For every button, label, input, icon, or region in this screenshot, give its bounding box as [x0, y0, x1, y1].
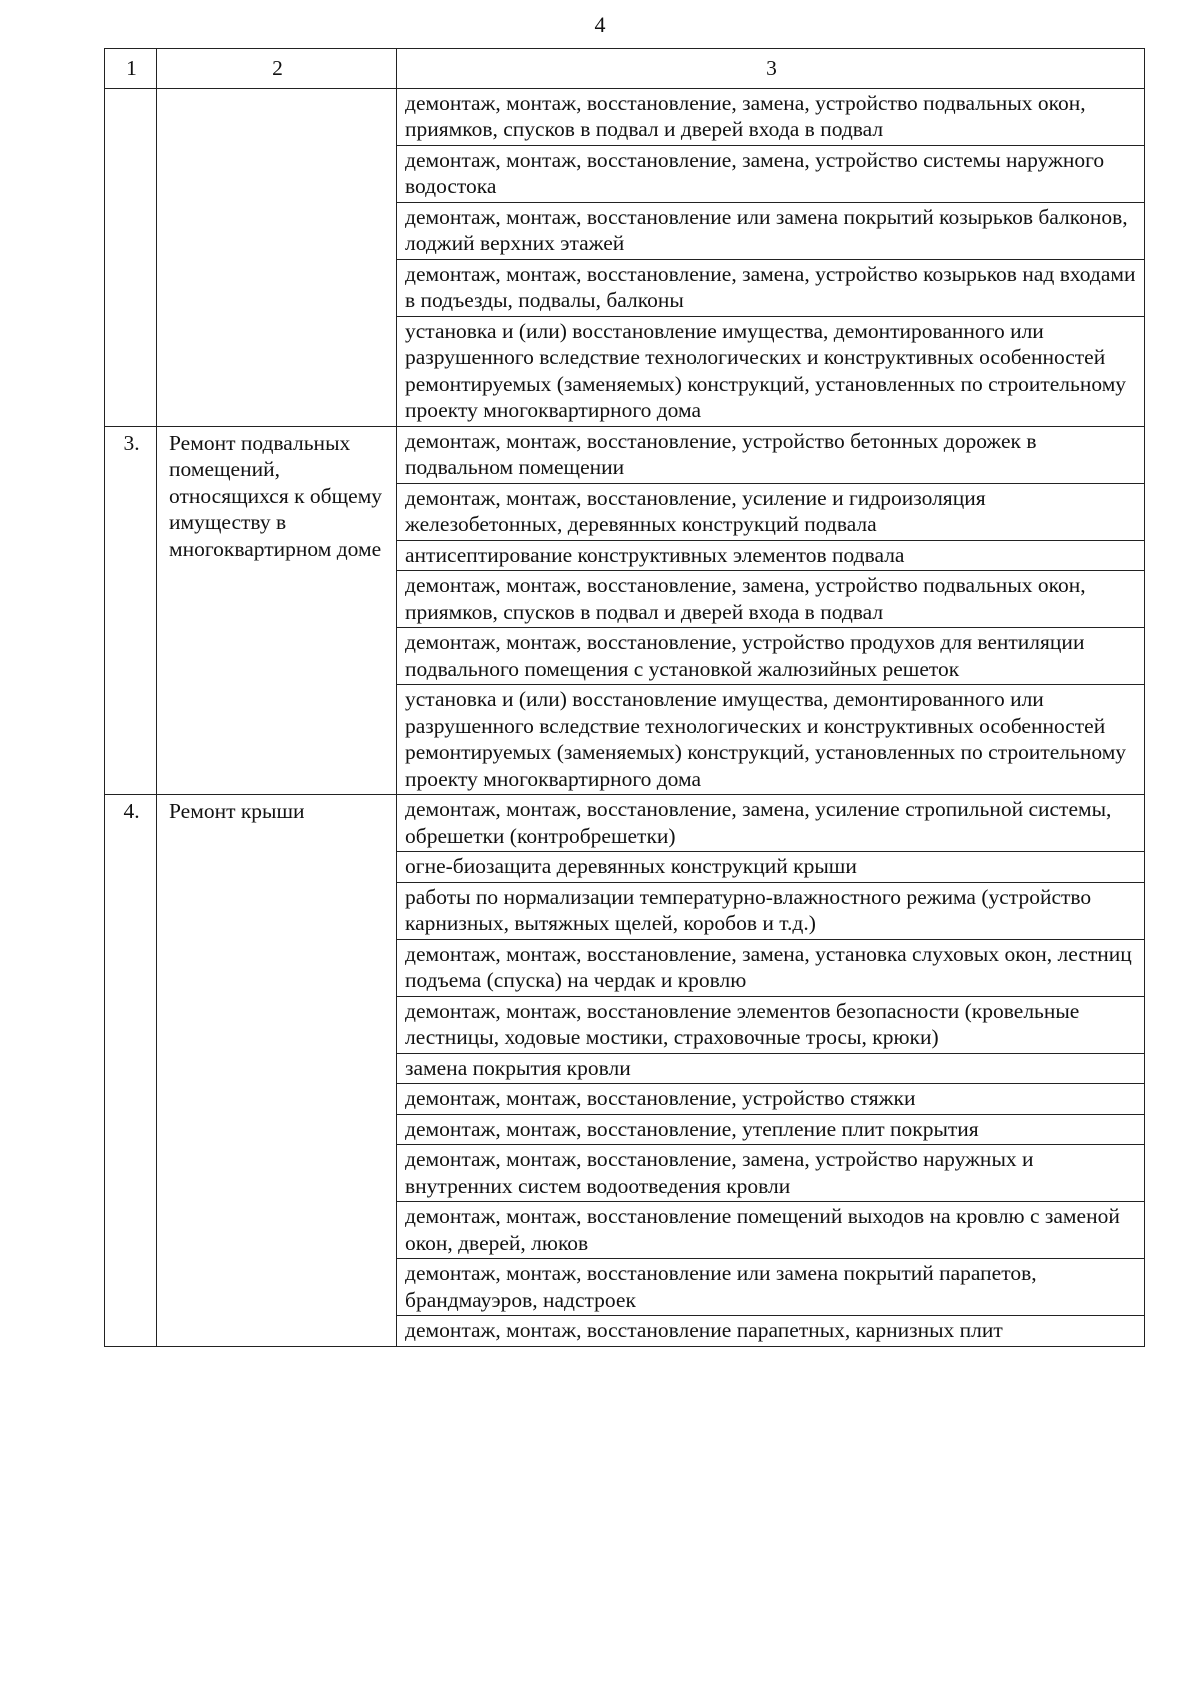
section-name-cell: [157, 88, 397, 426]
work-item: установка и (или) восстановление имущества, демонтированного или разрушенного вследствие технологических и конструктивных особенностей ремонтируемых (заменяемых) конструкций, установленных по строительному проекту многоквартирного дома: [397, 316, 1145, 426]
work-item: демонтаж, монтаж, восстановление, устройство бетонных дорожек в подвальном помещении: [397, 426, 1145, 483]
work-item: установка и (или) восстановление имущества, демонтированного или разрушенного вследствие технологических и конструктивных особенностей ремонтируемых (заменяемых) конструкций, установленных по строительному проекту многоквартирного дома: [397, 685, 1145, 795]
work-item: демонтаж, монтаж, восстановление, усиление и гидроизоляция железобетонных, деревянных конструкций подвала: [397, 483, 1145, 540]
work-item: демонтаж, монтаж, восстановление, замена, устройство подвальных окон, приямков, спусков в подвал и дверей входа в подвал: [397, 88, 1145, 145]
work-item: демонтаж, монтаж, восстановление, замена, усиление стропильной системы, обрешетки (контробрешетки): [397, 795, 1145, 852]
section-name-cell: Ремонт подвальных помещений, относящихся к общему имуществу в многоквартирном доме: [157, 426, 397, 795]
work-item: демонтаж, монтаж, восстановление, замена, устройство наружных и внутренних систем водоотведения кровли: [397, 1145, 1145, 1202]
table-body: [105, 88, 1145, 1346]
work-item: демонтаж, монтаж, восстановление, устройство продухов для вентиляции подвального помещения с установкой жалюзийных решеток: [397, 628, 1145, 685]
table-header-row: [105, 49, 1145, 89]
work-item: демонтаж, монтаж, восстановление, замена, устройство козырьков над входами в подъезды, подвалы, балконы: [397, 259, 1145, 316]
header-col-3: 3: [397, 49, 1145, 89]
table-row: [105, 795, 1145, 852]
page-number: 4: [594, 12, 606, 37]
section-number-cell: 4.: [105, 795, 157, 1347]
works-table: [104, 48, 1145, 1347]
work-item: антисептирование конструктивных элементов подвала: [397, 540, 1145, 571]
work-item: демонтаж, монтаж, восстановление, замена, устройство подвальных окон, приямков, спусков в подвал и дверей входа в подвал: [397, 571, 1145, 628]
work-item: демонтаж, монтаж, восстановление, замена, установка слуховых окон, лестниц подъема (спуска) на чердак и кровлю: [397, 939, 1145, 996]
work-item: демонтаж, монтаж, восстановление или замена покрытий козырьков балконов, лоджий верхних этажей: [397, 202, 1145, 259]
work-item: работы по нормализации температурно-влажностного режима (устройство карнизных, вытяжных щелей, коробов и т.д.): [397, 882, 1145, 939]
work-item: демонтаж, монтаж, восстановление, замена, устройство системы наружного водостока: [397, 145, 1145, 202]
work-item: огне-биозащита деревянных конструкций крыши: [397, 852, 1145, 883]
work-item: демонтаж, монтаж, восстановление парапетных, карнизных плит: [397, 1316, 1145, 1347]
section-name-cell: Ремонт крыши: [157, 795, 397, 1347]
work-item: демонтаж, монтаж, восстановление, устройство стяжки: [397, 1084, 1145, 1115]
work-item: демонтаж, монтаж, восстановление элементов безопасности (кровельные лестницы, ходовые мостики, страховочные тросы, крюки): [397, 996, 1145, 1053]
work-item: замена покрытия кровли: [397, 1053, 1145, 1084]
header-col-1: 1: [105, 49, 157, 89]
section-number-cell: 3.: [105, 426, 157, 795]
section-number-cell: [105, 88, 157, 426]
work-item: демонтаж, монтаж, восстановление помещений выходов на кровлю с заменой окон, дверей, люков: [397, 1202, 1145, 1259]
table-row: [105, 88, 1145, 145]
header-col-2: 2: [157, 49, 397, 89]
work-item: демонтаж, монтаж, восстановление или замена покрытий парапетов, брандмауэров, надстроек: [397, 1259, 1145, 1316]
table-row: [105, 426, 1145, 483]
work-item: демонтаж, монтаж, восстановление, утепление плит покрытия: [397, 1114, 1145, 1145]
